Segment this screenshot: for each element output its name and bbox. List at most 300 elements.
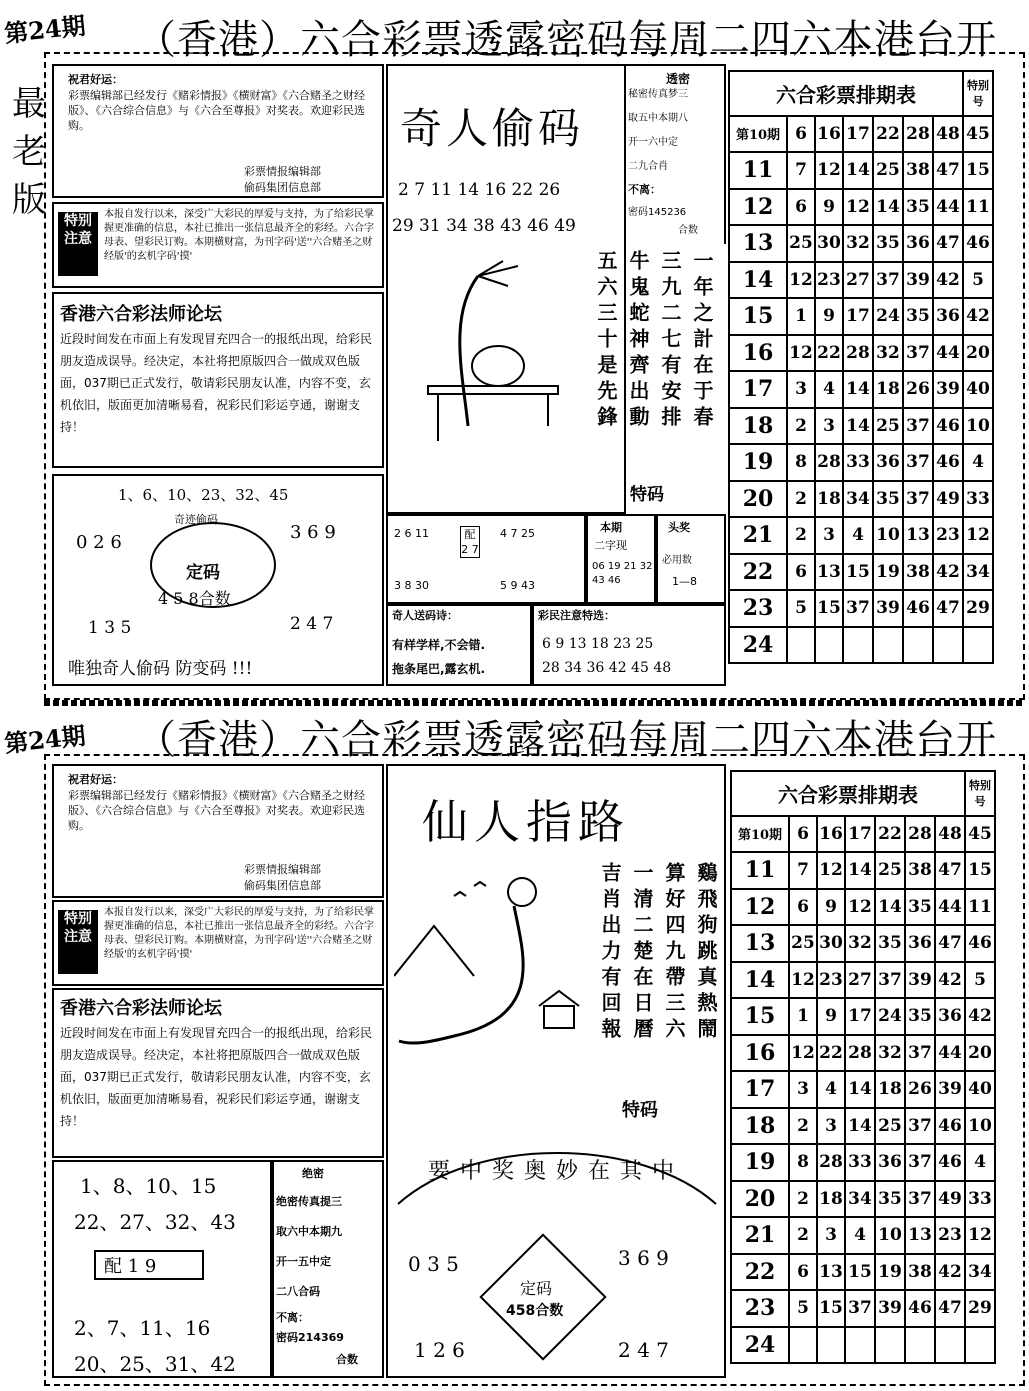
bomb-icon: 特别注意 bbox=[58, 212, 98, 276]
special-cell bbox=[965, 1327, 995, 1364]
number-cell: 28 bbox=[815, 444, 843, 481]
mima: 密码145236 bbox=[628, 207, 687, 218]
schedule-row bbox=[731, 998, 995, 1035]
right-code: 3 6 9 bbox=[290, 522, 336, 543]
secret-title: 绝密 bbox=[302, 1167, 324, 1180]
number-cell: 12 bbox=[815, 152, 843, 189]
number-cell: 46 bbox=[903, 590, 933, 627]
number-cell bbox=[815, 627, 843, 664]
schedule-row bbox=[729, 408, 993, 445]
poem-col: 牛鬼蛇神齊出動 bbox=[626, 250, 650, 432]
pei-box: 配 1 9 bbox=[94, 1250, 204, 1280]
poem-gift-line: 拖条尾巴,露玄机. bbox=[392, 662, 486, 676]
number-cell: 17 bbox=[845, 816, 875, 853]
number-cell: 37 bbox=[903, 481, 933, 518]
period-cell: 19 bbox=[729, 444, 787, 481]
special-cell: 33 bbox=[965, 1181, 995, 1218]
number-cell: 35 bbox=[905, 998, 935, 1035]
number-cell: 32 bbox=[873, 335, 903, 372]
intro-greeting: 祝君好运： bbox=[68, 73, 123, 86]
number-cell: 1 bbox=[787, 298, 815, 335]
special-cell: 15 bbox=[965, 852, 995, 889]
schedule-title: 六合彩票排期表 bbox=[731, 771, 965, 816]
mini-r2: 3 8 30 bbox=[394, 579, 429, 592]
number-cell: 18 bbox=[815, 481, 843, 518]
number-cell: 15 bbox=[843, 554, 873, 591]
number-cell: 13 bbox=[905, 1217, 935, 1254]
number-cell: 30 bbox=[815, 225, 843, 262]
number-cell: 28 bbox=[843, 335, 873, 372]
number-cell: 12 bbox=[817, 852, 845, 889]
number-cell: 13 bbox=[903, 517, 933, 554]
left-code: 0 3 5 bbox=[408, 1252, 459, 1276]
number-cell: 26 bbox=[903, 371, 933, 408]
special-cell: 40 bbox=[963, 371, 993, 408]
ring-text: 奇迹偷码 bbox=[174, 513, 218, 526]
special-cell: 29 bbox=[965, 1290, 995, 1327]
banner-title: （香港）六合彩票透露密码每周二四六本港台开 bbox=[136, 17, 997, 63]
number-cell: 28 bbox=[817, 1144, 845, 1181]
period-cell: 15 bbox=[731, 998, 789, 1035]
number-cell: 2 bbox=[787, 517, 815, 554]
number-cell: 17 bbox=[843, 116, 873, 153]
number-cell: 28 bbox=[905, 816, 935, 853]
schedule-row bbox=[729, 116, 993, 153]
mini-table bbox=[386, 514, 586, 604]
biyong-val: 1—8 bbox=[672, 575, 697, 588]
schedule-row bbox=[731, 1327, 995, 1364]
number-cell: 6 bbox=[787, 116, 815, 153]
period-cell: 22 bbox=[731, 1254, 789, 1291]
number-cell: 23 bbox=[817, 962, 845, 999]
poem-gift-line: 有样学样,不会错. bbox=[392, 638, 486, 652]
intro-greeting: 祝君好运： bbox=[68, 773, 123, 786]
schedule-row bbox=[731, 1144, 995, 1181]
number-cell: 42 bbox=[935, 1254, 965, 1291]
number-cell: 48 bbox=[935, 816, 965, 853]
period-cell: 17 bbox=[731, 1071, 789, 1108]
number-cell: 3 bbox=[789, 1071, 817, 1108]
number-cell bbox=[817, 1327, 845, 1364]
secret-box bbox=[626, 64, 726, 244]
banner-title: （香港）六合彩票透露密码每周二四六本港台开 bbox=[136, 717, 997, 763]
buli: 不离： bbox=[628, 183, 661, 196]
period-cell: 14 bbox=[729, 262, 787, 299]
number-cell: 19 bbox=[873, 554, 903, 591]
special-cell: 46 bbox=[963, 225, 993, 262]
number-cell: 5 bbox=[787, 590, 815, 627]
special-cell: 5 bbox=[965, 962, 995, 999]
number-cell: 27 bbox=[843, 262, 873, 299]
period-cell: 16 bbox=[729, 335, 787, 372]
period-cell: 20 bbox=[729, 481, 787, 518]
number-cell: 35 bbox=[873, 481, 903, 518]
number-cell bbox=[789, 1327, 817, 1364]
special-label: 特码 bbox=[630, 485, 664, 505]
period-cell: 13 bbox=[729, 225, 787, 262]
special-cell: 42 bbox=[963, 298, 993, 335]
intro-sign2: 偷码集团信息部 bbox=[244, 181, 321, 194]
mini-r3: 4 7 25 bbox=[500, 527, 535, 540]
erzixian: 二字现 bbox=[594, 539, 627, 552]
intro-sign1: 彩票情报编辑部 bbox=[244, 165, 321, 178]
schedule-row bbox=[731, 889, 995, 926]
number-cell: 25 bbox=[787, 225, 815, 262]
poem-col: 五六三十是先鋒 bbox=[594, 250, 618, 432]
period-cell: 17 bbox=[729, 371, 787, 408]
number-cell: 36 bbox=[933, 298, 963, 335]
number-cell: 15 bbox=[815, 590, 843, 627]
number-cell: 27 bbox=[845, 962, 875, 999]
number-cell: 12 bbox=[787, 335, 815, 372]
number-cell: 6 bbox=[787, 554, 815, 591]
number-cell: 25 bbox=[789, 925, 817, 962]
special-number-header: 特别号 bbox=[963, 71, 993, 116]
number-cell: 44 bbox=[935, 1035, 965, 1072]
side-tag-char: 最 bbox=[12, 84, 46, 124]
period-cell: 24 bbox=[731, 1327, 789, 1364]
erzi-nums: 06 19 21 32 43 46 bbox=[592, 561, 653, 586]
intro-body: 彩票编辑部已经发行《赌彩情报》《横财富》《六合赌圣之财经版》、《六合综合信息》与《六合至尊报》对奖表。欢迎彩民选购。 bbox=[68, 89, 365, 132]
schedule-table bbox=[728, 70, 994, 664]
number-cell: 48 bbox=[933, 116, 963, 153]
number-cell: 46 bbox=[933, 444, 963, 481]
mini-r4: 5 9 43 bbox=[500, 579, 535, 592]
dingma-box bbox=[52, 474, 384, 686]
schedule-row bbox=[731, 1254, 995, 1291]
number-cell: 22 bbox=[873, 116, 903, 153]
forum-title: 香港六合彩法师论坛 bbox=[60, 304, 222, 325]
special-label: 特码 bbox=[622, 1100, 658, 1121]
period-cell: 18 bbox=[729, 408, 787, 445]
forum-title: 香港六合彩法师论坛 bbox=[60, 998, 222, 1019]
number-cell: 16 bbox=[815, 116, 843, 153]
number-cell: 46 bbox=[935, 1108, 965, 1145]
period-cell: 22 bbox=[729, 554, 787, 591]
number-cell bbox=[787, 627, 815, 664]
bottom-right-code: 2 4 7 bbox=[290, 614, 334, 634]
schedule-row bbox=[729, 517, 993, 554]
number-cell bbox=[905, 1327, 935, 1364]
number-cell: 2 bbox=[787, 408, 815, 445]
number-cell: 47 bbox=[933, 225, 963, 262]
period-cell: 12 bbox=[729, 189, 787, 226]
special-number-header: 特别号 bbox=[965, 771, 995, 816]
period-cell: 12 bbox=[731, 889, 789, 926]
number-cell: 36 bbox=[873, 444, 903, 481]
number-cell: 33 bbox=[843, 444, 873, 481]
dingma-he: 4 5 8合数 bbox=[158, 589, 231, 608]
number-cell: 37 bbox=[845, 1290, 875, 1327]
number-cell: 39 bbox=[875, 1290, 905, 1327]
number-cell: 14 bbox=[843, 371, 873, 408]
number-cell: 14 bbox=[845, 1108, 875, 1145]
number-cell: 47 bbox=[935, 852, 965, 889]
number-cell bbox=[903, 627, 933, 664]
special-cell bbox=[963, 627, 993, 664]
number-cell: 46 bbox=[905, 1290, 935, 1327]
intro-sign1: 彩票情报编辑部 bbox=[244, 863, 321, 876]
number-cell: 44 bbox=[933, 335, 963, 372]
period-cell: 第10期 bbox=[731, 816, 789, 853]
special-cell: 40 bbox=[965, 1071, 995, 1108]
number-cell: 37 bbox=[905, 1181, 935, 1218]
side-tag-char: 版 bbox=[12, 180, 46, 220]
number-cell: 47 bbox=[933, 590, 963, 627]
number-cell: 47 bbox=[935, 1290, 965, 1327]
number-cell: 14 bbox=[843, 152, 873, 189]
mima: 密码214369 bbox=[276, 1331, 344, 1344]
period-cell: 14 bbox=[731, 962, 789, 999]
schedule-title: 六合彩票排期表 bbox=[729, 71, 963, 116]
schedule-bottom bbox=[730, 770, 996, 1364]
number-cell: 3 bbox=[815, 408, 843, 445]
number-cell bbox=[873, 627, 903, 664]
number-cell bbox=[843, 627, 873, 664]
number-cell: 47 bbox=[933, 152, 963, 189]
number-cell: 18 bbox=[875, 1071, 905, 1108]
period-cell: 第10期 bbox=[729, 116, 787, 153]
number-cell: 13 bbox=[817, 1254, 845, 1291]
forum-body: 近段时间发在市面上有发现冒充四合一的报纸出现，给彩民朋友造成误导。经决定，本社将把原版四合一做成双色版面，037期已正式发行，敬请彩民朋友认准，内容不变，玄机依旧，版面更加清晰易看，祝彩民们彩运亨通，谢谢支持！ bbox=[60, 332, 373, 434]
number-cell: 35 bbox=[903, 189, 933, 226]
number-cell bbox=[933, 627, 963, 664]
number-cell: 39 bbox=[903, 262, 933, 299]
period-cell: 11 bbox=[729, 152, 787, 189]
schedule-row bbox=[729, 189, 993, 226]
period-cell: 23 bbox=[731, 1290, 789, 1327]
schedule-row bbox=[731, 1071, 995, 1108]
number-cell: 9 bbox=[815, 189, 843, 226]
special-cell: 12 bbox=[965, 1217, 995, 1254]
number-cell: 22 bbox=[815, 335, 843, 372]
number-cell: 42 bbox=[933, 554, 963, 591]
number-cell: 4 bbox=[815, 371, 843, 408]
number-cell: 15 bbox=[817, 1290, 845, 1327]
number-cell: 17 bbox=[843, 298, 873, 335]
number-cell: 36 bbox=[903, 225, 933, 262]
number-cell bbox=[935, 1327, 965, 1364]
number-cell: 38 bbox=[903, 152, 933, 189]
side-tag bbox=[12, 80, 46, 224]
side-tag-char: 老 bbox=[12, 132, 46, 172]
schedule-row bbox=[729, 225, 993, 262]
number-cell: 37 bbox=[873, 262, 903, 299]
number-cell: 23 bbox=[933, 517, 963, 554]
number-cell: 49 bbox=[933, 481, 963, 518]
number-cell: 12 bbox=[789, 962, 817, 999]
number-cell: 37 bbox=[903, 444, 933, 481]
left-code: 0 2 6 bbox=[76, 532, 122, 553]
number-cell bbox=[875, 1327, 905, 1364]
special-cell: 45 bbox=[965, 816, 995, 853]
number-cell: 37 bbox=[903, 408, 933, 445]
number-cell: 34 bbox=[843, 481, 873, 518]
schedule-row bbox=[731, 1217, 995, 1254]
schedule-row bbox=[729, 444, 993, 481]
special-cell: 42 bbox=[965, 998, 995, 1035]
nums-line1: 1、8、10、15 bbox=[80, 1174, 217, 1198]
period-cell: 21 bbox=[731, 1217, 789, 1254]
schedule-row bbox=[731, 816, 995, 853]
schedule-row bbox=[729, 627, 993, 664]
number-cell: 14 bbox=[873, 189, 903, 226]
number-cell: 18 bbox=[873, 371, 903, 408]
poem-gift-title: 奇人送码诗： bbox=[392, 609, 458, 622]
special-cell: 5 bbox=[963, 262, 993, 299]
number-cell: 36 bbox=[935, 998, 965, 1035]
number-cell: 38 bbox=[903, 554, 933, 591]
mini-r1: 2 6 11 bbox=[394, 527, 429, 540]
numbers-row1: 2 7 11 14 16 22 26 bbox=[398, 180, 561, 200]
number-cell: 5 bbox=[789, 1290, 817, 1327]
number-cell: 3 bbox=[787, 371, 815, 408]
number-cell: 35 bbox=[903, 298, 933, 335]
number-cell: 32 bbox=[843, 225, 873, 262]
secret-line: 开一六中定 bbox=[628, 137, 678, 148]
bottom-left-code: 1 2 6 bbox=[414, 1338, 465, 1362]
special-cell: 29 bbox=[963, 590, 993, 627]
number-cell: 42 bbox=[935, 962, 965, 999]
schedule-row bbox=[729, 262, 993, 299]
slogan: 唯独奇人偷码 防变码 !!! bbox=[68, 659, 253, 679]
number-cell: 16 bbox=[817, 816, 845, 853]
number-cell: 25 bbox=[873, 408, 903, 445]
number-cell: 30 bbox=[817, 925, 845, 962]
number-cell: 25 bbox=[873, 152, 903, 189]
poem-col: 吉肖出力有回報 bbox=[598, 862, 622, 1044]
number-cell: 12 bbox=[789, 1035, 817, 1072]
number-cell: 36 bbox=[905, 925, 935, 962]
number-cell: 14 bbox=[845, 852, 875, 889]
number-cell: 12 bbox=[787, 262, 815, 299]
special-cell: 11 bbox=[963, 189, 993, 226]
bottom-left-code: 1 3 5 bbox=[88, 618, 132, 638]
right-code: 3 6 9 bbox=[618, 1246, 669, 1270]
bottom-right-code: 2 4 7 bbox=[618, 1338, 669, 1362]
number-cell: 37 bbox=[905, 1108, 935, 1145]
poem-col: 算好四九帶三六 bbox=[662, 862, 686, 1044]
heshu: 合数 bbox=[336, 1353, 358, 1366]
numbers-row2: 29 31 34 38 43 46 49 bbox=[392, 216, 576, 236]
special-cell: 34 bbox=[965, 1254, 995, 1291]
special-cell: 15 bbox=[963, 152, 993, 189]
schedule-row bbox=[731, 1181, 995, 1218]
number-cell: 2 bbox=[789, 1108, 817, 1145]
number-cell: 7 bbox=[789, 852, 817, 889]
number-cell: 9 bbox=[817, 998, 845, 1035]
arc-text: 要中奖奥妙在其中 bbox=[428, 1159, 685, 1184]
number-cell: 39 bbox=[935, 1071, 965, 1108]
schedule-row bbox=[731, 962, 995, 999]
schedule-row bbox=[729, 152, 993, 189]
special-cell: 33 bbox=[963, 481, 993, 518]
period-cell: 18 bbox=[731, 1108, 789, 1145]
number-cell: 17 bbox=[845, 998, 875, 1035]
number-cell: 2 bbox=[787, 481, 815, 518]
notice-body: 本报自发行以来，深受广大彩民的厚爱与支持，为了给彩民掌握更准确的信息，本社已推出一张信息最齐全的彩经。六合字母表、望彩民订购。本期横财富，为刊字码'送''六合赌圣之财经版'的玄机字码'摸' bbox=[104, 907, 374, 960]
number-cell: 47 bbox=[935, 925, 965, 962]
number-cell: 49 bbox=[935, 1181, 965, 1218]
mini-mid: 配 2 7 bbox=[461, 528, 479, 556]
number-cell: 35 bbox=[875, 1181, 905, 1218]
nums-line3: 2、7、11、16 bbox=[74, 1316, 211, 1340]
schedule-row bbox=[729, 371, 993, 408]
number-cell: 8 bbox=[787, 444, 815, 481]
number-cell: 24 bbox=[873, 298, 903, 335]
number-cell: 4 bbox=[843, 517, 873, 554]
number-cell: 18 bbox=[817, 1181, 845, 1218]
secret-box bbox=[272, 1160, 384, 1378]
special-cell: 12 bbox=[963, 517, 993, 554]
number-cell: 15 bbox=[845, 1254, 875, 1291]
special-pick-row1: 6 9 13 18 23 25 bbox=[542, 636, 654, 652]
number-cell: 28 bbox=[903, 116, 933, 153]
special-cell: 45 bbox=[963, 116, 993, 153]
landscape-drawing-icon bbox=[394, 866, 594, 1086]
dingma-top-numbers: 1、6、10、23、32、45 bbox=[118, 486, 289, 504]
number-cell: 19 bbox=[875, 1254, 905, 1291]
dingma-he: 458合数 bbox=[506, 1303, 564, 1319]
secret-line: 二八合码 bbox=[276, 1285, 320, 1298]
number-cell: 34 bbox=[845, 1181, 875, 1218]
special-cell: 4 bbox=[965, 1144, 995, 1181]
number-cell: 12 bbox=[845, 889, 875, 926]
number-cell: 10 bbox=[873, 517, 903, 554]
period-cell: 20 bbox=[731, 1181, 789, 1218]
number-cell: 44 bbox=[933, 189, 963, 226]
number-cell: 37 bbox=[903, 335, 933, 372]
number-cell: 35 bbox=[875, 925, 905, 962]
number-cell: 22 bbox=[817, 1035, 845, 1072]
special-cell: 20 bbox=[965, 1035, 995, 1072]
poem-col: 一年之計在于春 bbox=[690, 250, 714, 432]
special-cell: 10 bbox=[965, 1108, 995, 1145]
number-cell: 6 bbox=[789, 1254, 817, 1291]
poem-col: 鷄飛狗跳真熱鬧 bbox=[694, 862, 718, 1044]
secret-line: 开一五中定 bbox=[276, 1255, 331, 1268]
notice-body: 本报自发行以来，深受广大彩民的厚爱与支持，为了给彩民掌握更准确的信息，本社已推出一张信息最齐全的彩经。六合字母表、望彩民订购。本期横财富，为刊字码'送''六合赌圣之财经版'的玄机字码'摸' bbox=[104, 209, 374, 262]
number-cell: 13 bbox=[815, 554, 843, 591]
benqi: 本期 bbox=[600, 521, 622, 534]
bottom-mid-box bbox=[386, 764, 726, 1378]
number-cell: 3 bbox=[817, 1217, 845, 1254]
forum-box bbox=[52, 988, 384, 1158]
schedule-row bbox=[731, 1108, 995, 1145]
secret-line: 秘密传真梦三 bbox=[628, 89, 688, 100]
schedule-row bbox=[729, 481, 993, 518]
number-cell: 4 bbox=[817, 1071, 845, 1108]
number-cell: 32 bbox=[845, 925, 875, 962]
period-cell: 13 bbox=[731, 925, 789, 962]
special-cell: 11 bbox=[965, 889, 995, 926]
schedule-row bbox=[731, 925, 995, 962]
special-cell: 20 bbox=[963, 335, 993, 372]
number-cell: 23 bbox=[935, 1217, 965, 1254]
number-cell: 25 bbox=[875, 1108, 905, 1145]
schedule-row bbox=[731, 1035, 995, 1072]
number-cell: 37 bbox=[875, 962, 905, 999]
bottom-title: 仙人指路 bbox=[422, 795, 630, 849]
secret-line: 二九合肖 bbox=[628, 161, 668, 172]
intro-sign2: 偷码集团信息部 bbox=[244, 879, 321, 892]
number-cell: 28 bbox=[845, 1035, 875, 1072]
poem-col: 一清二楚在日曆 bbox=[630, 862, 654, 1044]
buli: 不离： bbox=[276, 1311, 309, 1324]
intro-box bbox=[52, 64, 384, 198]
number-cell: 22 bbox=[875, 816, 905, 853]
special-pick-row2: 28 34 36 42 45 48 bbox=[542, 660, 672, 676]
